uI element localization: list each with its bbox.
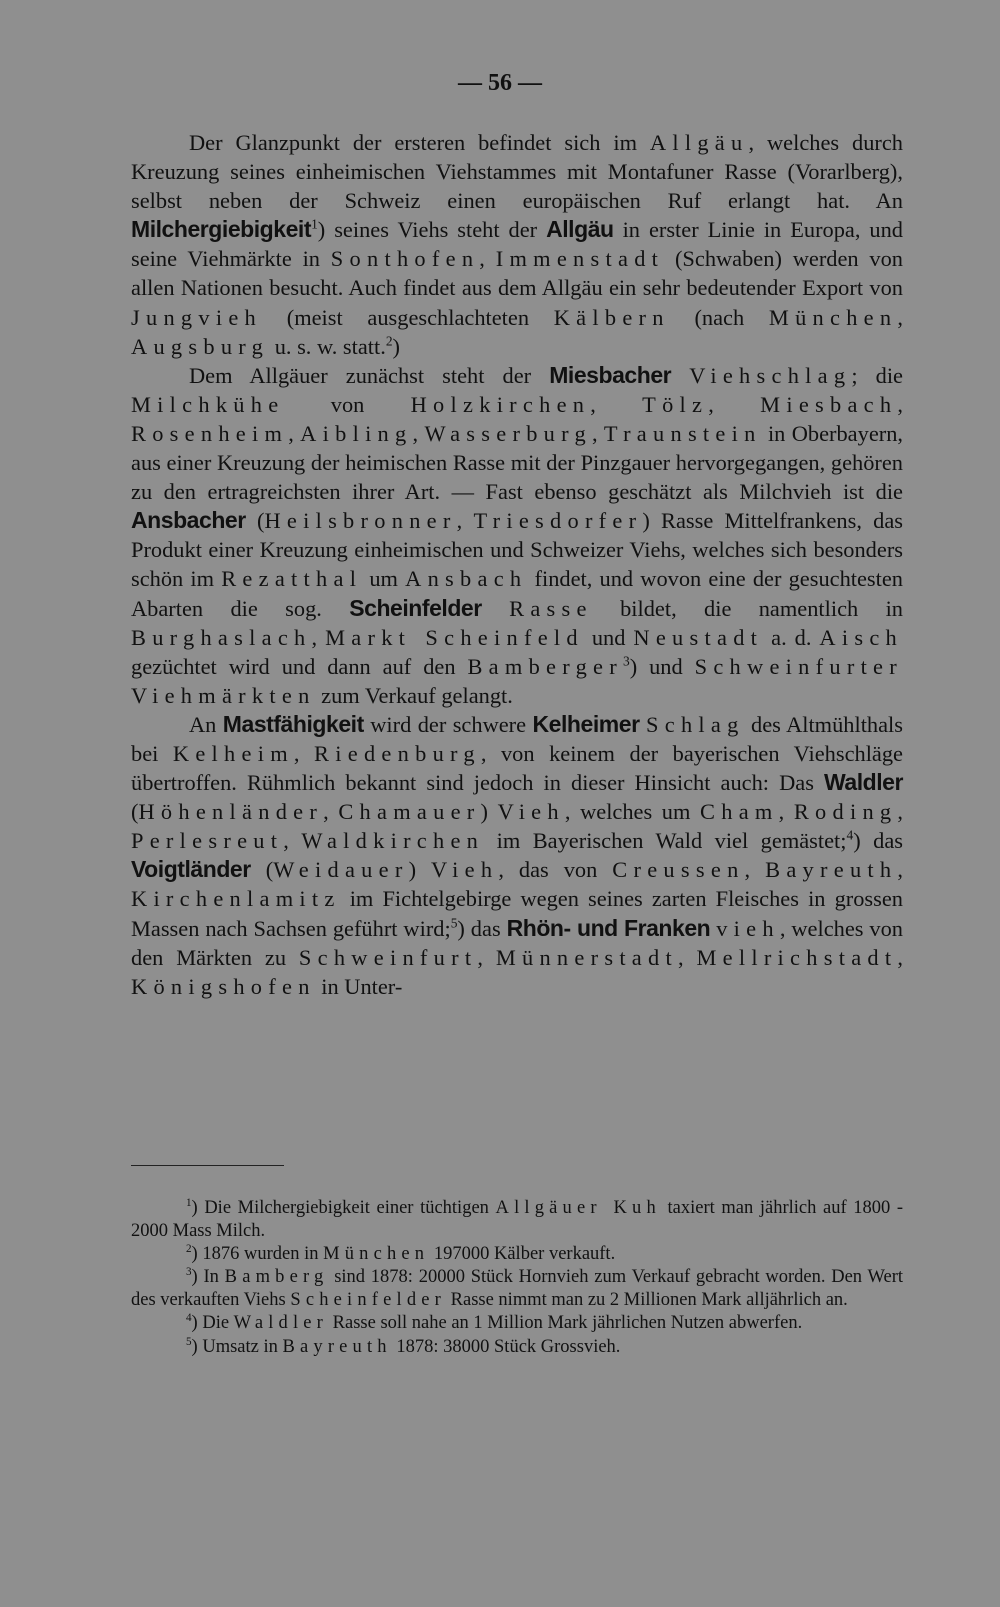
footnote bbox=[131, 1336, 903, 1359]
text-run: ) das bbox=[457, 915, 507, 941]
text-run: in erster Linie in Europa, und seine Viehmärkte in bbox=[131, 217, 903, 272]
spaced-term: München bbox=[323, 1244, 430, 1265]
footnote-marker: 2 bbox=[186, 1243, 192, 1256]
bold-keyword: Waldler bbox=[824, 769, 903, 796]
footnote-marker: 5 bbox=[450, 915, 458, 931]
text-run: , bbox=[288, 420, 301, 446]
footnote bbox=[131, 1312, 903, 1335]
bold-keyword: Miesbacher bbox=[549, 361, 672, 388]
spaced-term: vieh bbox=[716, 915, 780, 941]
bold-keyword: Voigtländer bbox=[131, 856, 251, 883]
text-run: taxiert man jährlich auf 1800 - 2000 Mass Milch. bbox=[131, 1198, 903, 1242]
text-run: , bbox=[897, 944, 903, 970]
spaced-term: Creussen bbox=[612, 857, 745, 883]
text-run: ) Die bbox=[191, 1313, 234, 1334]
text-run bbox=[671, 363, 689, 388]
spaced-term: Heilsbronner bbox=[264, 508, 457, 534]
spaced-term: Rosenheim bbox=[131, 420, 289, 446]
text-run: wird der schwere bbox=[363, 711, 533, 737]
text-run: ) Die Milchergiebigkeit einer tüchtigen bbox=[191, 1198, 496, 1218]
text-run: in Unter- bbox=[315, 973, 403, 999]
text-run: , bbox=[323, 799, 339, 825]
footnote-marker: 3 bbox=[622, 653, 630, 669]
text-run: a. d. bbox=[763, 624, 820, 650]
bold-keyword: Mastfähigkeit bbox=[222, 710, 364, 737]
spaced-term: Immenstadt bbox=[495, 246, 665, 272]
spaced-term: Bayreuth bbox=[282, 1336, 392, 1357]
bold-keyword: Kelheimer bbox=[532, 710, 640, 737]
footnote-marker: 2 bbox=[385, 333, 393, 349]
spaced-term: Jungvieh bbox=[131, 304, 263, 330]
text-run: , bbox=[897, 857, 903, 883]
spaced-term: Waldkirchen bbox=[301, 828, 485, 854]
spaced-term: Kelheim bbox=[172, 740, 294, 766]
text-run: , bbox=[311, 624, 326, 650]
spaced-term: Weidauer bbox=[273, 857, 409, 883]
text-run: u. s. w. statt. bbox=[269, 333, 386, 359]
text-run: , bbox=[744, 857, 766, 883]
text-run: , bbox=[778, 799, 794, 825]
footnotes bbox=[131, 1197, 903, 1359]
text-run: ( bbox=[245, 508, 265, 534]
spaced-term: Vieh bbox=[497, 799, 565, 825]
text-run: ) bbox=[392, 333, 401, 359]
spaced-term: Sonthofen bbox=[330, 246, 480, 272]
footnote-marker: 3 bbox=[186, 1266, 192, 1279]
page-number: — 56 — bbox=[458, 70, 542, 96]
spaced-term: Aibling bbox=[300, 420, 413, 446]
bold-keyword: Ansbacher bbox=[131, 507, 246, 534]
text-run: , bbox=[591, 420, 604, 446]
text-run: (meist ausgeschlachteten bbox=[262, 304, 554, 330]
footnote-marker: 1 bbox=[186, 1196, 192, 1209]
spaced-term: Neustadt bbox=[633, 624, 764, 650]
spaced-term: Schlag bbox=[646, 711, 745, 737]
spaced-term: Schweinfurt bbox=[298, 944, 478, 970]
text-run: bildet, die namentlich in bbox=[592, 595, 903, 621]
spaced-term: Münnerstadt bbox=[495, 944, 678, 970]
spaced-term: Kälbern bbox=[553, 304, 670, 330]
spaced-term: Kirchenlamitz bbox=[131, 886, 341, 912]
spaced-term: Chamauer bbox=[338, 799, 481, 825]
spaced-term: Bayreuth bbox=[765, 857, 898, 883]
spaced-term: Mellrichstadt bbox=[696, 944, 898, 970]
spaced-term: Waldler bbox=[233, 1313, 329, 1334]
text-run: , bbox=[677, 944, 697, 970]
text-run: ) bbox=[408, 857, 432, 883]
text-run: , bbox=[456, 508, 474, 534]
spaced-term: Wasserburg bbox=[424, 420, 592, 446]
text-run: ) seines Viehs steht der bbox=[317, 217, 547, 243]
text-run: sind 1878: 20000 Stück Hornvieh zum Verkauf gebracht worden. Den Wert des verkauften Viehs bbox=[131, 1267, 903, 1311]
text-run: in Oberbayern, aus einer Kreuzung der heimischen Rasse mit der Pinzgauer hervorgegangen, gehören zu den ertragreichsten ihrer Art. — Fast ebenso geschätzt als Milchvieh ist die bbox=[131, 420, 904, 505]
text-run: Rasse nimmt man zu 2 Millionen Mark alljährlich an. bbox=[446, 1290, 848, 1311]
paragraph bbox=[131, 710, 903, 1001]
spaced-term: Schweinfurter Viehmärkten bbox=[131, 653, 903, 708]
spaced-term: Allgäu bbox=[649, 130, 749, 155]
text-run: ) In bbox=[191, 1267, 225, 1288]
spaced-term: Miesbach bbox=[760, 391, 898, 417]
spaced-term: Ansbach bbox=[405, 566, 528, 592]
footnote bbox=[131, 1243, 903, 1266]
spaced-term: Rasse bbox=[509, 595, 593, 621]
spaced-term: Tölz bbox=[642, 391, 709, 417]
text-run: 197000 Kälber verkauft. bbox=[429, 1244, 616, 1265]
text-run: ) das bbox=[853, 828, 903, 854]
text-run: , bbox=[293, 740, 315, 766]
text-run: , bbox=[283, 828, 302, 854]
footnote bbox=[131, 1197, 903, 1243]
text-run: , welches von den Märkten zu bbox=[131, 915, 904, 970]
spaced-term: Allgäuer Kuh bbox=[495, 1198, 661, 1218]
footnote bbox=[131, 1266, 903, 1312]
bold-keyword: Allgäu bbox=[546, 216, 614, 243]
spaced-term: Rezatthal bbox=[221, 566, 363, 592]
text-run: ) Rasse Mittelfrankens, das Produkt einer Kreuzung einheimischen und Schweizer Viehs, welches sich besonders schön im bbox=[131, 508, 903, 592]
text-run: zum Verkauf gelangt. bbox=[315, 682, 513, 708]
text-run: , bbox=[477, 944, 496, 970]
bold-keyword: Milchergiebigkeit bbox=[131, 216, 312, 243]
spaced-term: Bamberger bbox=[467, 653, 623, 679]
text-run: von bbox=[284, 391, 411, 417]
footnote-marker: 5 bbox=[186, 1335, 192, 1348]
text-run: Der Glanzpunkt der ersteren befindet sich im bbox=[189, 130, 650, 155]
spaced-term: Triesdorfer bbox=[473, 508, 643, 534]
spaced-term: Holzkirchen bbox=[410, 391, 591, 417]
spaced-term: Bamberg bbox=[224, 1267, 329, 1288]
spaced-term: Burghaslach bbox=[131, 624, 312, 650]
text-run: , von keinem der bayerischen Viehschläge übertroffen. Rühmlich bekannt sind jedoch in dieser Hinsicht auch: Das bbox=[131, 740, 903, 796]
text-run: , bbox=[897, 391, 903, 417]
text-run: ( bbox=[250, 857, 274, 883]
footnote-marker: 4 bbox=[846, 827, 854, 843]
spaced-term: Höhenländer bbox=[138, 799, 324, 825]
spaced-term: Traunstein bbox=[603, 420, 762, 446]
text-run: ) 1876 wurden in bbox=[191, 1244, 324, 1265]
text-run: Rasse soll nahe an 1 Million Mark jährlichen Nutzen abwerfen. bbox=[328, 1313, 803, 1334]
text-run bbox=[482, 596, 509, 621]
text-run: An bbox=[189, 711, 223, 737]
text-run: , bbox=[897, 304, 903, 330]
footnote-marker: 4 bbox=[186, 1312, 192, 1325]
footnote-separator bbox=[131, 1165, 284, 1166]
spaced-term: Scheinfelder bbox=[290, 1290, 447, 1311]
text-run: um bbox=[362, 566, 406, 592]
text-run: gezüchtet wird und dann auf den bbox=[131, 653, 468, 679]
text-run: ) und bbox=[629, 653, 695, 679]
text-run: 1878: 38000 Stück Grossvieh. bbox=[391, 1336, 621, 1357]
footnote-marker: 1 bbox=[311, 216, 318, 232]
spaced-term: Augsburg bbox=[131, 333, 270, 359]
spaced-term: Vieh bbox=[431, 857, 499, 883]
text-run: (Schwaben) werden von allen Nationen besucht. Auch findet aus dem Allgäu ein sehr bedeutender Export von bbox=[131, 246, 903, 301]
spaced-term: Milchkühe bbox=[131, 391, 285, 417]
text-run: Dem Allgäuer zunächst steht der bbox=[189, 362, 550, 388]
spaced-term: Aisch bbox=[819, 624, 904, 650]
text-run: des Altmühlthals bei bbox=[131, 711, 903, 766]
spaced-term: Königshofen bbox=[131, 973, 316, 999]
spaced-term: München bbox=[768, 304, 898, 330]
text-run: , bbox=[590, 391, 643, 417]
text-run: , welches um bbox=[564, 799, 701, 825]
main-text bbox=[131, 128, 903, 1001]
text-run: , welches durch Kreuzung seines einheimischen Viehstammes mit Montafuner Rasse (Vorarlberg), selbst neben der Schweiz einen europäischen Ruf erlangt hat. An bbox=[131, 130, 903, 214]
spaced-term: Perlesreut bbox=[131, 828, 284, 854]
text-run: und bbox=[583, 624, 634, 650]
bold-keyword: Rhön- und Franken bbox=[506, 914, 711, 941]
text-run: ; die bbox=[851, 362, 903, 388]
spaced-term: Viehschlag bbox=[689, 362, 852, 388]
text-run: im Fichtelgebirge wegen seines zarten Fleisches in grossen Massen nach Sachsen geführt wird; bbox=[131, 886, 903, 941]
text-run: , bbox=[897, 799, 904, 825]
spaced-term: Roding bbox=[793, 799, 898, 825]
spaced-term: Riedenburg bbox=[314, 740, 481, 766]
spaced-term: Markt Scheinfeld bbox=[325, 624, 584, 650]
text-run: findet, und wovon eine der gesuchtesten Abarten die sog. bbox=[131, 566, 903, 621]
text-run: im Bayerischen Wald viel gemästet; bbox=[484, 828, 847, 854]
bold-keyword: Scheinfelder bbox=[349, 594, 482, 621]
text-run: ) Umsatz in bbox=[191, 1336, 283, 1357]
text-run: ( bbox=[131, 799, 139, 825]
text-run: , das von bbox=[498, 857, 613, 883]
text-run: , bbox=[479, 246, 496, 272]
text-run: (nach bbox=[669, 304, 769, 330]
spaced-term: Cham bbox=[700, 799, 779, 825]
paragraph bbox=[131, 128, 903, 361]
paragraph bbox=[131, 361, 903, 710]
text-run: , bbox=[412, 420, 425, 446]
text-run: ) bbox=[480, 799, 498, 825]
text-run: , bbox=[708, 391, 761, 417]
